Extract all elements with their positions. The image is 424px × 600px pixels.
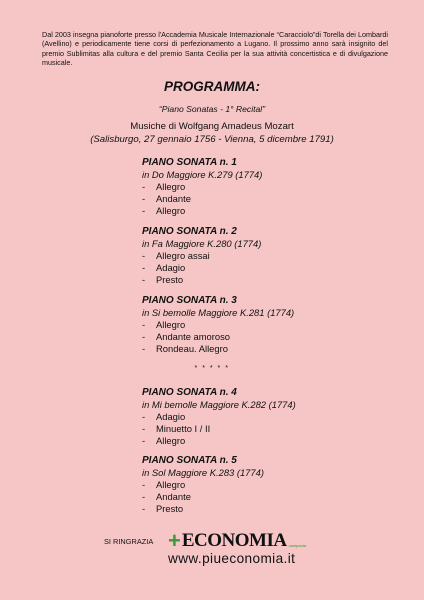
movement-item: - Presto <box>142 503 184 514</box>
logo-mark <box>168 529 323 551</box>
movement-item: - Adagio <box>142 262 186 273</box>
movement-list <box>142 319 382 355</box>
movement-item: - Allegro <box>142 479 186 490</box>
movement-item: - Adagio <box>142 411 186 422</box>
movement-item: - Andante <box>142 491 191 502</box>
sonata-1 <box>142 157 382 217</box>
movement-item: - Allegro <box>142 319 186 330</box>
movement-list <box>142 181 382 217</box>
sonata-title: PIANO SONATA n. 3 <box>142 295 237 306</box>
sonata-title: PIANO SONATA n. 1 <box>142 157 237 168</box>
movement-item: - Allegro <box>142 181 186 192</box>
intro-paragraph: Dal 2003 insegna pianoforte presso l'Accademia Musicale Internazionale “Caracciolo”di Torella dei Lombardi (Avellino) e periodicamente tiene corsi di perfezionamento a Lugano. Il prossimo anno sarà insignito del premio Sublimitas alla cultura e del premio Santa Cecilia per la sua attività concertistica e di divulgazione musicale. <box>42 30 388 68</box>
sonata-title: PIANO SONATA n. 2 <box>142 226 237 237</box>
thanks-label: SI RINGRAZIA <box>104 537 154 546</box>
sonata-title: PIANO SONATA n. 5 <box>142 455 237 466</box>
sonata-2 <box>142 226 382 286</box>
sonata-5 <box>142 455 382 515</box>
sponsor-logo <box>168 529 323 577</box>
movement-item: - Allegro assai <box>142 250 210 261</box>
plus-icon: + <box>168 528 181 553</box>
movement-list <box>142 479 382 515</box>
movement-item: - Andante <box>142 193 191 204</box>
movement-item: - Allegro <box>142 435 186 446</box>
movement-list <box>142 250 382 286</box>
program-heading: PROGRAMMA: <box>164 79 260 94</box>
sonata-3 <box>142 295 382 355</box>
sonata-key: in Mi bemolle Maggiore K.282 (1774) <box>142 399 296 410</box>
composer-block <box>0 121 424 146</box>
movement-item: - Allegro <box>142 205 186 216</box>
recital-subtitle: “Piano Sonatas - 1° Recital” <box>158 104 266 114</box>
composer-name: Musiche di Wolfgang Amadeus Mozart <box>130 121 294 132</box>
separator-stars: * * * * * <box>194 365 230 372</box>
composer-dates: (Salisburgo, 27 gennaio 1756 - Vienna, 5 dicembre 1791) <box>90 133 334 145</box>
sonata-key: in Si bemolle Maggiore K.281 (1774) <box>142 307 295 318</box>
movement-item: - Minuetto I / II <box>142 423 211 434</box>
sonata-key: in Fa Maggiore K.280 (1774) <box>142 238 262 249</box>
sonata-4 <box>142 387 382 447</box>
movement-item: - Presto <box>142 274 184 285</box>
movement-item: - Rondeau. Allegro <box>142 343 228 354</box>
sonata-key: in Sol Maggiore K.283 (1774) <box>142 467 264 478</box>
movement-item: - Andante amoroso <box>142 331 231 342</box>
sonata-title: PIANO SONATA n. 4 <box>142 387 237 398</box>
sonata-key: in Do Maggiore K.279 (1774) <box>142 169 263 180</box>
logo-word: ECONOMIA <box>181 530 287 551</box>
sponsor-url[interactable]: www.piueconomia.it <box>168 551 296 566</box>
movement-list <box>142 411 382 447</box>
logo-tagline: campania <box>288 543 306 548</box>
